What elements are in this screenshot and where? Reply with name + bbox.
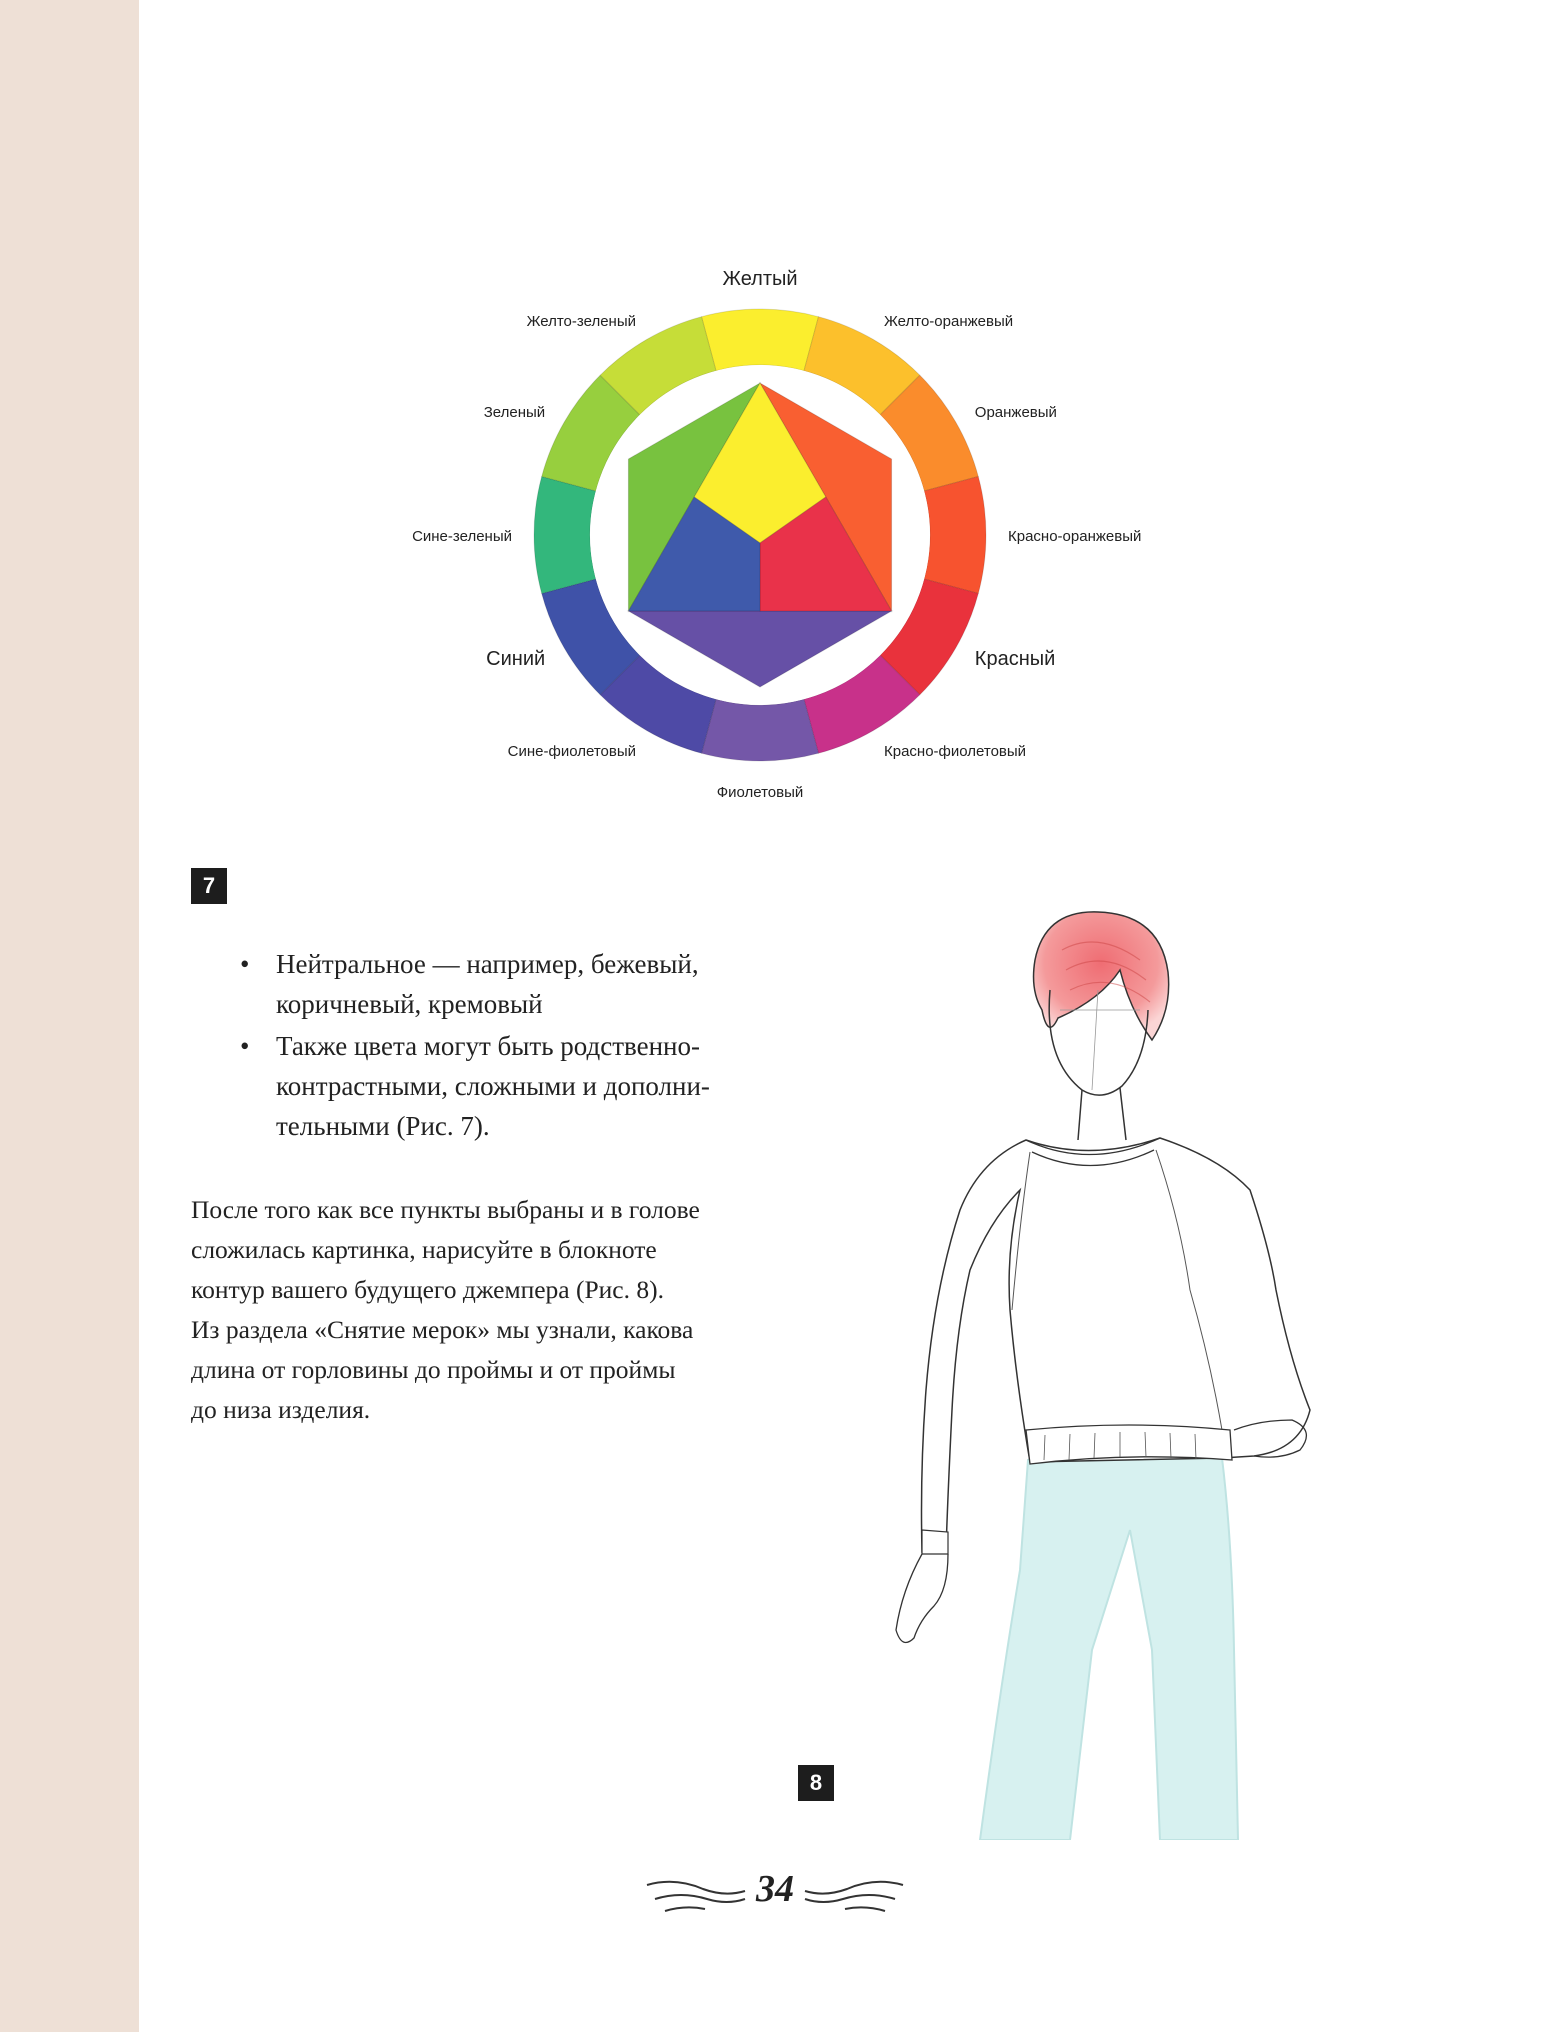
trousers-shape xyxy=(980,1458,1238,1840)
page-number: 34 xyxy=(756,1868,794,1910)
figure-8-badge: 8 xyxy=(798,1765,834,1801)
color-wheel xyxy=(320,190,1260,850)
hair-shape xyxy=(1034,912,1169,1040)
wheel-segment-label: Синий xyxy=(486,648,546,670)
wheel-segment xyxy=(702,699,819,761)
wheel-segment-label: Красно-фиолетовый xyxy=(884,742,1027,760)
figure-7-badge: 7 xyxy=(191,868,227,904)
wheel-segment-label: Желтый xyxy=(722,268,798,290)
wheel-segment-label: Фиолетовый xyxy=(716,784,804,801)
wheel-segment xyxy=(924,477,986,594)
wheel-segment xyxy=(534,477,596,594)
side-margin-strip xyxy=(0,0,139,2032)
fashion-sketch-illustration xyxy=(830,890,1350,1840)
wheel-segment-label: Желто-оранжевый xyxy=(884,313,1014,331)
bullet-list xyxy=(238,944,758,1148)
bullet-item-neutral: • Нейтральное — например, бежевый, коричневый, кремовый xyxy=(238,944,758,1024)
wheel-segment-label: Сине-зеленый xyxy=(412,528,512,545)
wheel-segment-label: Сине-фиолетовый xyxy=(507,742,636,760)
body-paragraph: После того как все пункты выбраны и в голове сложилась картинка, нарисуйте в блокноте контур вашего будущего джемпера (Рис. 8). Из раздела «Снятие мерок» мы узнали, какова длина от горловины до проймы и от проймы до низа изделия. xyxy=(191,1195,700,1424)
page-footer xyxy=(645,1865,905,1925)
wheel-segment-label: Желто-зеленый xyxy=(526,313,636,331)
bullet-item-contrast: • Также цвета могут быть родственно-контрастными, сложными и дополни-тельными (Рис. 7). xyxy=(238,1026,758,1146)
hand-sketch xyxy=(896,1554,948,1643)
wheel-segment-label: Зеленый xyxy=(483,404,546,421)
wheel-segment-label: Красно-оранжевый xyxy=(1008,528,1142,545)
wheel-segment-label: Оранжевый xyxy=(974,404,1057,421)
wheel-segment-label: Красный xyxy=(974,648,1056,670)
wheel-segment xyxy=(702,309,819,371)
